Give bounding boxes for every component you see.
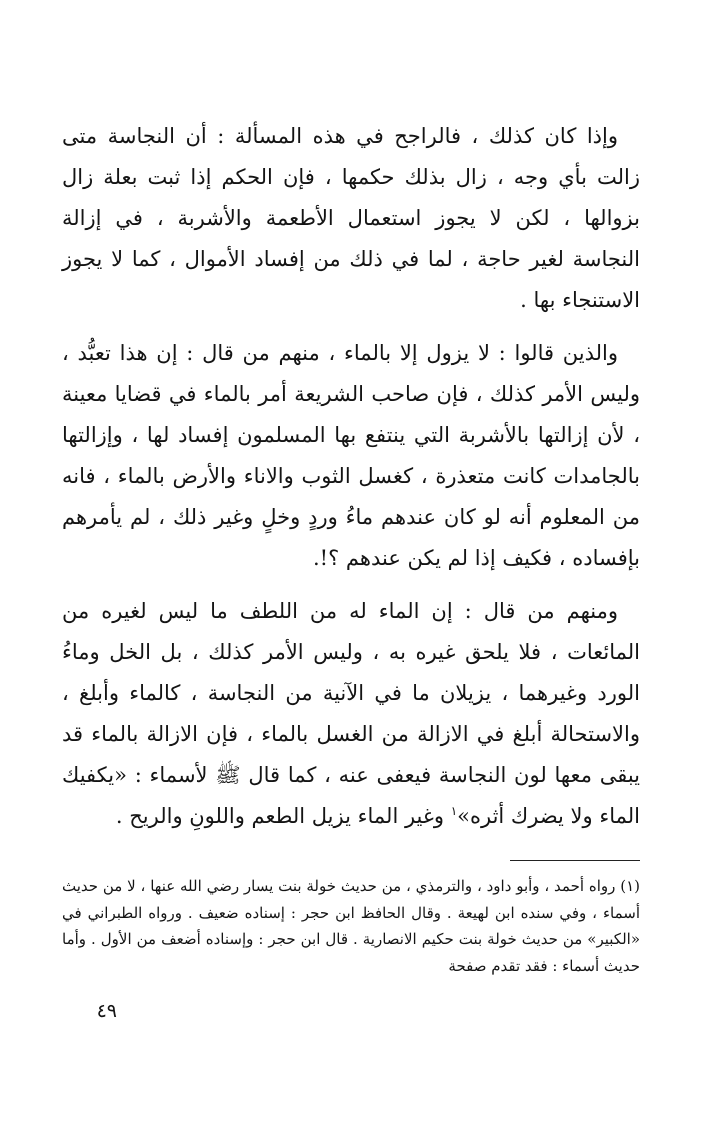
footnote-text: (١) رواه أحمد ، وأبو داود ، والترمذي ، من حديث خولة بنت يسار رضي الله عنها ، لا من حديث أسماء ، وفي سنده ابن لهيعة . وقال الحافظ ابن حجر : إسناده ضعيف . ورواه الطبراني في «الكبير» من حديث خولة بنت حكيم الانصارية . قال ابن حجر : وإسناده أضعف من الأول . وأما حديث أسماء : فقد تقدم صفحة [62, 877, 640, 975]
paragraph-3-tail: وغير الماء يزيل الطعم واللونِ والريح . [115, 804, 451, 828]
main-text [62, 116, 640, 849]
paragraph-3 [62, 591, 640, 837]
footnote [62, 873, 640, 979]
page-number: ٤٩ [96, 1000, 117, 1022]
paragraph-1: وإذا كان كذلك ، فالراجح في هذه المسألة : أن النجاسة متى زالت بأي وجه ، زال بذلك حكمها ، فإن الحكم إذا ثبت بعلة زال بزوالها ، لكن لا يجوز استعمال الأطعمة والأشربة ، في إزالة النجاسة لغير حاجة ، لما في ذلك من إفساد الأموال ، كما لا يجوز الاستنجاء بها . [62, 124, 640, 312]
paragraph-3-text: ومنهم من قال : إن الماء له من اللطف ما ليس لغيره من المائعات ، فلا يلحق غيره به ، وليس الأمر كذلك ، بل الخل وماءُ الورد وغيرهما ، يزيلان ما في الآنية من النجاسة ، كالماء وأبلغ ، والاستحالة أبلغ في الازالة من الغسل بالماء ، فإن الازالة بالماء قد يبقى معها لون النجاسة فيعفى عنه ، كما قال ﷺ لأسماء : «يكفيك الماء ولا يضرك أثره» [62, 599, 640, 828]
footnote-reference: ١ [450, 804, 458, 818]
footnote-divider [510, 860, 640, 861]
paragraph-2: والذين قالوا : لا يزول إلا بالماء ، منهم من قال : إن هذا تعبُّد ، وليس الأمر كذلك ، فإن صاحب الشريعة أمر بالماء في قضايا معينة ، لأن إزالتها بالأشربة التي ينتفع بها المسلمون إفساد لها ، وإزالتها بالجامدات كانت متعذرة ، كغسل الثوب والاناء والأرض بالماء ، فانه من المعلوم أنه لو كان عندهم ماءُ وردٍ وخلٍ وغير ذلك ، لم يأمرهم بإفساده ، فكيف إذا لم يكن عندهم ؟!. [62, 341, 640, 570]
